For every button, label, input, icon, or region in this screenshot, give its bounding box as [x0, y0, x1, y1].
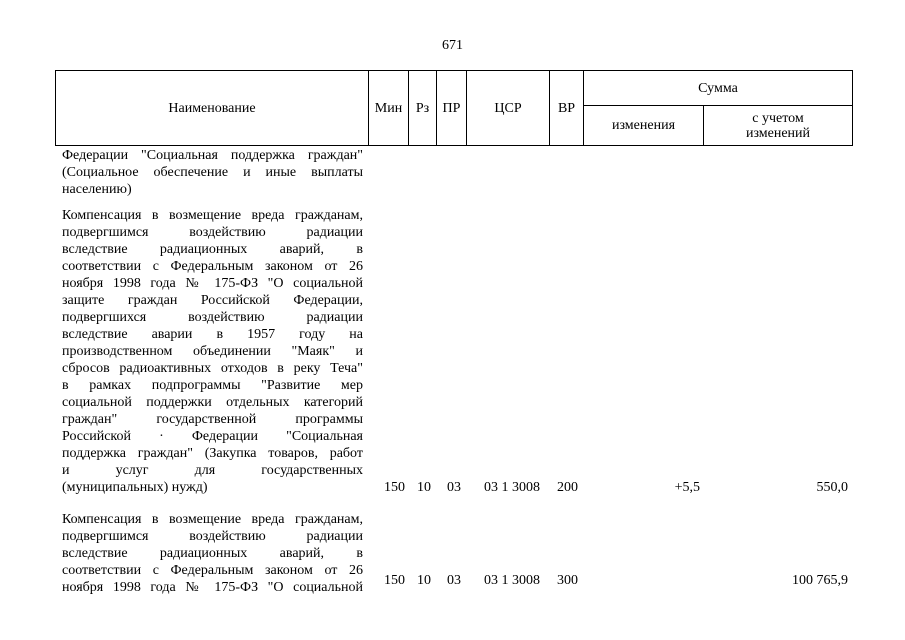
row-1-line-14: поддержка граждан" (Закупка товаров, работ [62, 446, 363, 461]
row-0-name [62, 147, 363, 198]
header-right-border [852, 70, 853, 146]
row-1-line-0: Компенсация в возмещение вреда гражданам, [62, 208, 363, 223]
row-2-min: 150 [384, 573, 405, 588]
row-1-min: 150 [384, 480, 405, 495]
row-1-total: 550,0 [816, 480, 848, 495]
row-2-vr: 300 [557, 573, 578, 588]
header-name: Наименование [168, 100, 256, 116]
row-1-line-6: подвергшихся воздействию радиации [62, 310, 363, 325]
row-1-line-10: в рамках подпрограммы "Развитие мер [62, 378, 363, 393]
header-rz: Рз [415, 100, 430, 116]
header-vr: ВР [557, 100, 576, 116]
row-1-csr: 03 1 3008 [484, 480, 540, 495]
header-sum: Сумма [698, 80, 738, 96]
row-2-line-3: соответствии с Федеральным законом от 26 [62, 563, 363, 578]
header-csr: ЦСР [494, 100, 522, 116]
header-change: изменения [611, 118, 676, 133]
row-1-line-9: сбросов радиоактивных отходов в реку Теча" [62, 361, 363, 376]
row-1-pr: 03 [447, 480, 461, 495]
row-2-line-0: Компенсация в возмещение вреда гражданам, [62, 512, 363, 527]
row-1-vr: 200 [557, 480, 578, 495]
header-with-changes-line2: изменений [745, 125, 811, 141]
row-1-line-8: производственном объединении "Маяк" и [62, 344, 363, 359]
row-1-change: +5,5 [674, 480, 700, 495]
row-1-line-7: вследствие аварии в 1957 году на [62, 327, 363, 342]
row-2-name [62, 511, 363, 596]
header-with-changes [704, 106, 852, 145]
row-1-line-3: соответствии с Федеральным законом от 26 [62, 259, 363, 274]
row-1-name [62, 207, 363, 496]
row-1-line-2: вследствие радиационных аварий, в [62, 242, 363, 257]
row-1-line-1: подвергшимся воздействию радиации [62, 225, 363, 240]
header-bottom-border [55, 145, 852, 146]
row-1-rz: 10 [417, 480, 431, 495]
page-number: 671 [442, 38, 463, 53]
row-1-line-12: граждан" государственной программы [62, 412, 363, 427]
row-1-line-11: социальной поддержки отдельных категорий [62, 395, 363, 410]
row-2-line-4: ноября 1998 года № 175-ФЗ "О социальной [62, 580, 363, 595]
row-2-pr: 03 [447, 573, 461, 588]
row-0-line-1: (Социальное обеспечение и иные выплаты [62, 165, 363, 180]
row-1-line-5: защите граждан Российской Федерации, [62, 293, 363, 308]
row-1-line-16: (муниципальных) нужд) [62, 480, 208, 495]
header-min: Мин [374, 100, 403, 116]
row-2-line-1: подвергшимся воздействию радиации [62, 529, 363, 544]
row-2-rz: 10 [417, 573, 431, 588]
row-0-line-0: Федерации "Социальная поддержка граждан" [62, 148, 363, 163]
row-2-total: 100 765,9 [792, 573, 848, 588]
row-1-line-15: и услуг для государственных [62, 463, 363, 478]
header-pr: ПР [442, 100, 461, 116]
row-2-csr: 03 1 3008 [484, 573, 540, 588]
row-1-line-13: Российской · Федерации "Социальная [62, 429, 363, 444]
row-0-line-2: населению) [62, 182, 132, 197]
row-2-line-2: вследствие радиационных аварий, в [62, 546, 363, 561]
row-1-line-4: ноября 1998 года № 175-ФЗ "О социальной [62, 276, 363, 291]
header-with-changes-line1: с учетом [752, 110, 804, 126]
